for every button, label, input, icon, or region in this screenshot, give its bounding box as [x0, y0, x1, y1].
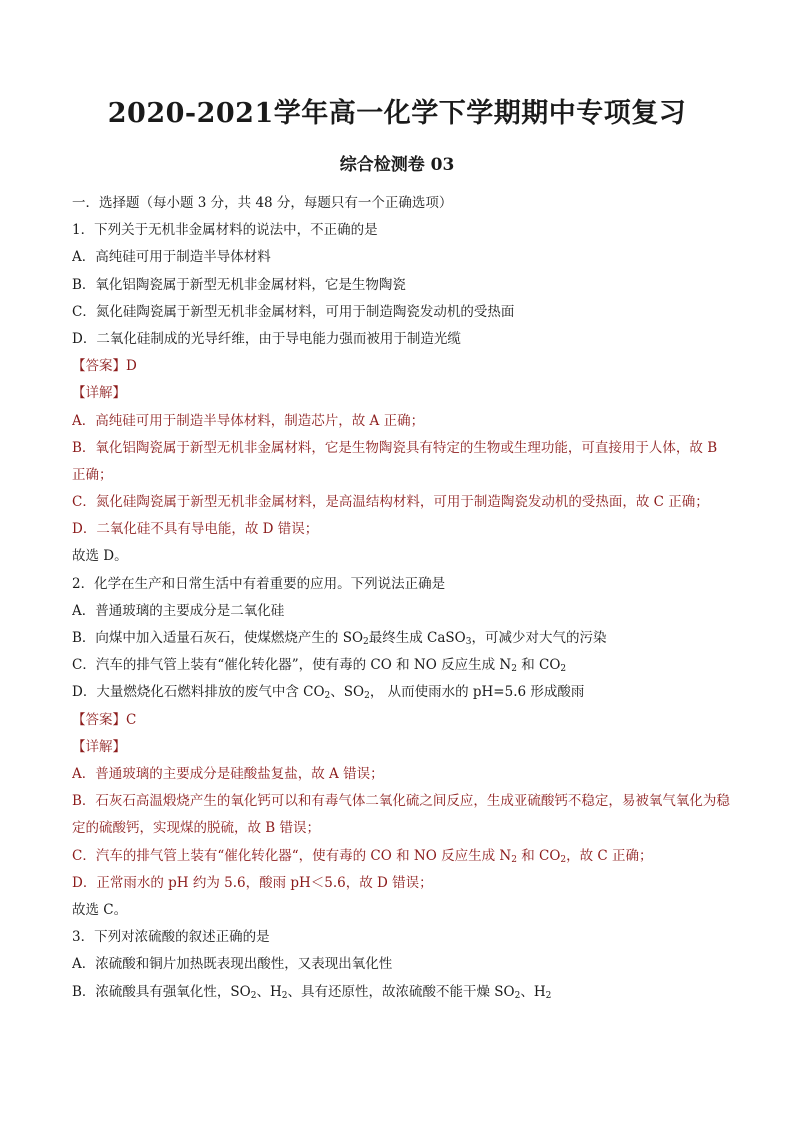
q1-detail-label: 【详解】	[72, 385, 126, 402]
q3-option-b: B．浓硫酸具有强氧化性，$SO_2$、$H_2$、具有还原性，故浓硫酸不能干燥 $SO_2$、$H_2$	[72, 983, 552, 1001]
q2-option-b: B．向煤中加入适量石灰石，使煤燃烧产生的 $SO_2$最终生成 CaSO$_3$，可减少对大气的污染	[72, 630, 607, 648]
q2-explanation-a: A．普通玻璃的主要成分是硅酸盐复盐，故 A 错误；	[72, 765, 384, 782]
q2-answer: 【答案】C	[72, 711, 137, 728]
q1-stem: 1．下列关于无机非金属材料的说法中，不正确的是	[72, 222, 378, 239]
page-subtitle: 综合检测卷 03	[339, 155, 455, 175]
q3-stem: 3．下列对浓硫酸的叙述正确的是	[72, 929, 270, 946]
q1-explanation-b: B．氧化铝陶瓷属于新型无机非金属材料，它是生物陶瓷具有特定的生物或生理功能，可直接用于人体，故 B 正确；	[72, 439, 718, 483]
q1-explanation-d: D．二氧化硅不具有导电能，故 D 错误；	[72, 521, 319, 538]
q1-option-c: C．氮化硅陶瓷属于新型无机非金属材料，可用于制造陶瓷发动机的受热面	[72, 303, 515, 320]
page-title: 2020-2021学年高一化学下学期期中专项复习	[107, 98, 687, 129]
q2-option-c: C．汽车的排气管上装有“催化转化器”，使有毒的 CO 和 NO 反应生成 $N_2$ 和 $CO_2$	[72, 657, 567, 675]
q2-choice: 故选 C。	[72, 901, 128, 918]
q1-option-a: A．高纯硅可用于制造半导体材料	[72, 249, 271, 266]
q2-explanation-c: C．汽车的排气管上装有“催化转化器“，使有毒的 CO 和 NO 反应生成 $N_2$ 和 $CO_2$，故 C 正确；	[72, 847, 653, 865]
section-heading: 一．选择题（每小题 3 分，共 48 分，每题只有一个正确选项）	[72, 195, 453, 211]
q2-stem: 2．化学在生产和日常生活中有着重要的应用。下列说法正确是	[72, 575, 446, 592]
q2-explanation-b: B．石灰石高温煅烧产生的氧化钙可以和有毒气体二氧化硫之间反应，生成亚硫酸钙不稳定，易被氧气氧化为稳定的硫酸钙，实现煤的脱硫，故 B 错误；	[72, 793, 730, 837]
q1-option-d: D．二氧化硅制成的光导纤维，由于导电能力强而被用于制造光缆	[72, 330, 461, 347]
q2-detail-label: 【详解】	[72, 738, 126, 755]
q1-explanation-a: A．高纯硅可用于制造半导体材料，制造芯片，故 A 正确；	[72, 412, 425, 429]
q1-explanation-c: C．氮化硅陶瓷属于新型无机非金属材料，是高温结构材料，可用于制造陶瓷发动机的受热面，故 C 正确；	[72, 494, 709, 511]
document-body	[72, 190, 732, 1006]
q1-option-b: B．氧化铝陶瓷属于新型无机非金属材料，它是生物陶瓷	[72, 276, 406, 293]
q2-explanation-d: D．正常雨水的 pH 约为 5.6，酸雨 pH＜5.6，故 D 错误；	[72, 874, 433, 891]
q2-option-a: A．普通玻璃的主要成分是二氧化硅	[72, 602, 285, 619]
q3-option-a: A．浓硫酸和铜片加热既表现出酸性，又表现出氧化性	[72, 956, 393, 973]
q1-answer: 【答案】D	[72, 358, 137, 375]
q1-choice: 故选 D。	[72, 548, 128, 565]
q2-option-d: D．大量燃烧化石燃料排放的废气中含 $CO_2$、$SO_2$， 从而使雨水的 pH=5.6 形成酸雨	[72, 684, 585, 702]
